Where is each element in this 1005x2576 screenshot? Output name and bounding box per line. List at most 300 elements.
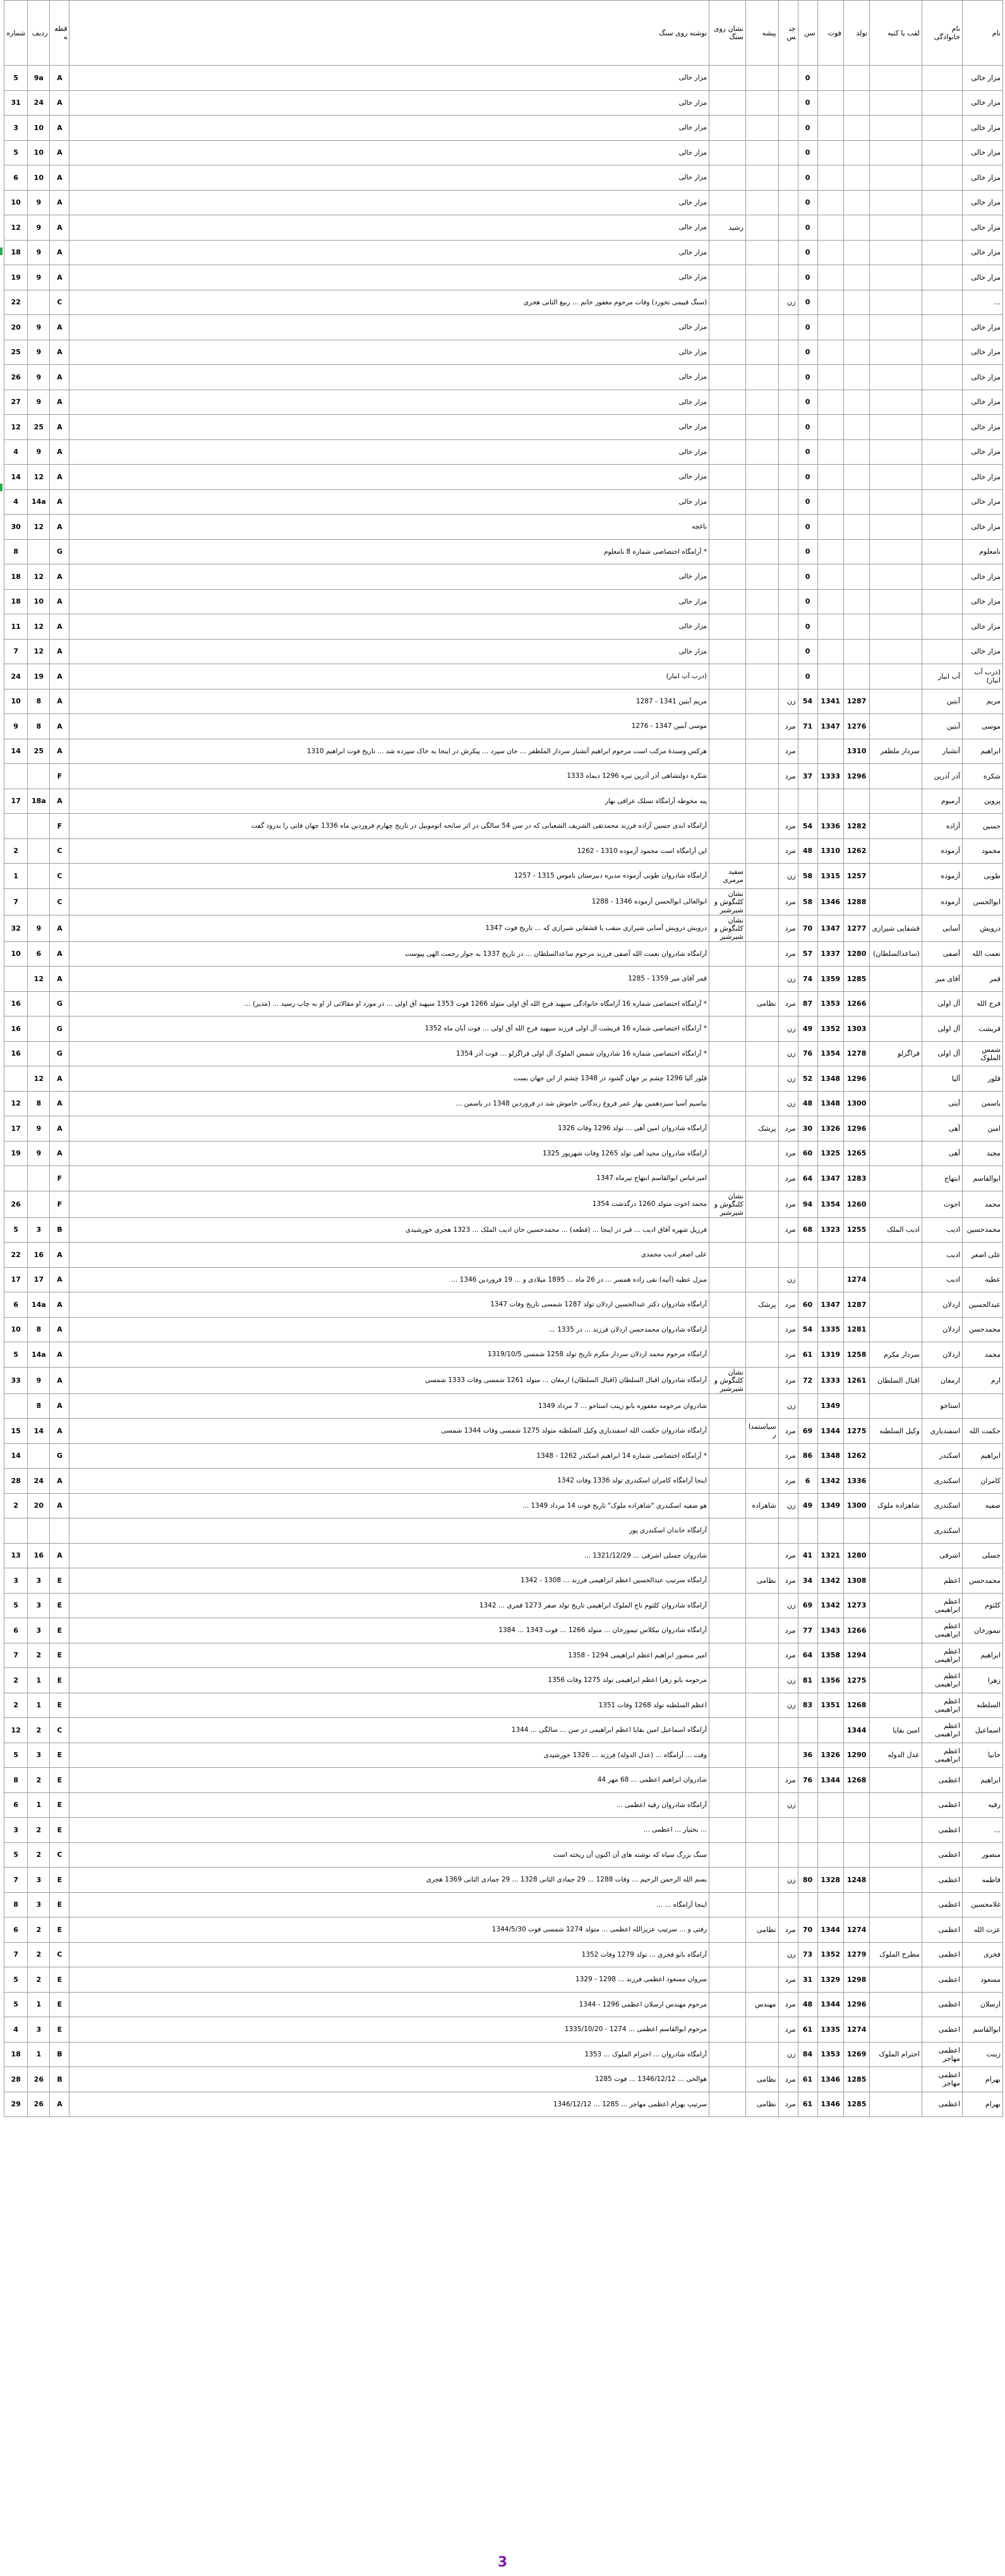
profession-cell xyxy=(745,90,778,116)
birth-year-cell: 1308 xyxy=(843,1568,869,1594)
title-cell xyxy=(870,2017,922,2042)
first-name-cell: مزار خالی xyxy=(962,340,1002,365)
grave-number-cell: 4 xyxy=(4,2017,28,2042)
age-cell: 84 xyxy=(798,2042,817,2067)
section-cell: A xyxy=(50,1543,69,1568)
birth-year-cell: 1279 xyxy=(843,1942,869,1967)
last-name-cell xyxy=(922,165,962,191)
section-cell: A xyxy=(50,941,69,967)
table-row xyxy=(4,2092,1003,2117)
birth-year-cell: 1280 xyxy=(843,941,869,967)
table-row xyxy=(4,1992,1003,2017)
birth-year-cell xyxy=(843,1243,869,1268)
table-row xyxy=(4,1091,1003,1116)
grave-number-cell: 6 xyxy=(4,1917,28,1943)
last-name-cell: اعظمی xyxy=(922,1818,962,1843)
last-name-cell xyxy=(922,639,962,664)
stone-sign-cell xyxy=(709,439,746,465)
gender-cell xyxy=(778,1243,798,1268)
stone-sign-cell xyxy=(709,1743,746,1768)
gender-cell xyxy=(778,390,798,415)
first-name-cell: حکمت الله xyxy=(962,1419,1002,1444)
birth-year-cell: 1257 xyxy=(843,864,869,889)
title-cell xyxy=(870,365,922,390)
profession-cell xyxy=(745,315,778,340)
gender-cell: مرد xyxy=(778,2092,798,2117)
profession-cell xyxy=(745,838,778,864)
birth-year-cell xyxy=(843,664,869,689)
inscription-cell: مزار خالی xyxy=(69,90,709,116)
profession-cell: نظامی xyxy=(745,991,778,1017)
gender-cell: مرد xyxy=(778,838,798,864)
inscription-cell: مزار خالی xyxy=(69,340,709,365)
first-name-cell: عبدالحسین xyxy=(962,1292,1002,1318)
first-name-cell: ارم xyxy=(962,1367,1002,1393)
section-cell: B xyxy=(50,2067,69,2092)
grave-number-cell: 2 xyxy=(4,1693,28,1718)
birth-year-cell xyxy=(843,140,869,165)
title-cell: سردار مکرم xyxy=(870,1342,922,1368)
title-cell xyxy=(870,991,922,1017)
death-year-cell: 1353 xyxy=(817,991,843,1017)
birth-year-cell xyxy=(843,564,869,590)
stone-sign-cell xyxy=(709,1543,746,1568)
death-year-cell: 1319 xyxy=(817,1342,843,1368)
profession-cell xyxy=(745,415,778,440)
inscription-cell: علی اصغر ادیب محمدی xyxy=(69,1243,709,1268)
title-cell xyxy=(870,1443,922,1469)
death-year-cell xyxy=(817,140,843,165)
grave-number-cell: 18 xyxy=(4,564,28,590)
profession-cell xyxy=(745,215,778,241)
header-stone-sign: نشان روی سنگ xyxy=(709,1,746,66)
death-year-cell: 1349 xyxy=(817,1493,843,1518)
birth-year-cell: 1269 xyxy=(843,2042,869,2067)
death-year-cell xyxy=(817,589,843,614)
row-number-cell: 2 xyxy=(28,1967,50,1993)
first-name-cell: منصور xyxy=(962,1842,1002,1868)
title-cell xyxy=(870,1892,922,1917)
stone-sign-cell xyxy=(709,340,746,365)
last-name-cell: اعظم xyxy=(922,1568,962,1594)
inscription-cell: مرحومه بانو زهرا اعظم ابراهیمی تولد 1275 وفات 1356 xyxy=(69,1668,709,1693)
title-cell xyxy=(870,215,922,241)
section-cell: A xyxy=(50,140,69,165)
row-number-cell: 10 xyxy=(28,116,50,141)
profession-cell xyxy=(745,1967,778,1993)
gender-cell: مرد xyxy=(778,1469,798,1494)
inscription-cell: امیرعباس ابوالقاسم ابتهاج تیرماه 1347 xyxy=(69,1166,709,1191)
profession-cell xyxy=(745,1768,778,1793)
gender-cell: مرد xyxy=(778,1643,798,1668)
row-number-cell: 12 xyxy=(28,564,50,590)
grave-number-cell: 5 xyxy=(4,1967,28,1993)
table-row xyxy=(4,864,1003,889)
gender-cell xyxy=(778,90,798,116)
last-name-cell: آل اولی xyxy=(922,991,962,1017)
gender-cell: زن xyxy=(778,1868,798,1893)
grave-number-cell: 12 xyxy=(4,415,28,440)
death-year-cell: 1358 xyxy=(817,1643,843,1668)
first-name-cell: جسلی xyxy=(962,1543,1002,1568)
profession-cell xyxy=(745,1443,778,1469)
last-name-cell: اعظمی xyxy=(922,1768,962,1793)
stone-sign-cell xyxy=(709,1668,746,1693)
table-row xyxy=(4,1342,1003,1368)
inscription-cell: اینجا آرامگاه کامران اسکندری تولد 1336 وفات 1342 xyxy=(69,1469,709,1494)
birth-year-cell: 1268 xyxy=(843,1768,869,1793)
title-cell: وکیل السلطنه xyxy=(870,1419,922,1444)
grave-number-cell: 1 xyxy=(4,864,28,889)
inscription-cell: * آرامگاه اختصاصی شماره 8 نامعلوم xyxy=(69,539,709,564)
row-number-cell: 9 xyxy=(28,1141,50,1166)
section-cell: E xyxy=(50,1818,69,1843)
birth-year-cell: 1287 xyxy=(843,1292,869,1318)
stone-sign-cell xyxy=(709,66,746,91)
row-number-cell: 10 xyxy=(28,589,50,614)
row-number-cell: 9 xyxy=(28,390,50,415)
birth-year-cell: 1260 xyxy=(843,1191,869,1217)
profession-cell: سیاستمدار xyxy=(745,1419,778,1444)
stone-sign-cell xyxy=(709,116,746,141)
last-name-cell: اردلان xyxy=(922,1342,962,1368)
section-cell: A xyxy=(50,689,69,714)
highlight-mark xyxy=(0,484,3,491)
title-cell xyxy=(870,190,922,215)
grave-number-cell: 5 xyxy=(4,1743,28,1768)
stone-sign-cell xyxy=(709,2017,746,2042)
profession-cell xyxy=(745,1141,778,1166)
grave-number-cell: 5 xyxy=(4,1342,28,1368)
last-name-cell: ارمغان xyxy=(922,1367,962,1393)
section-cell: C xyxy=(50,864,69,889)
gender-cell: زن xyxy=(778,864,798,889)
section-cell: C xyxy=(50,1842,69,1868)
section-cell: A xyxy=(50,439,69,465)
stone-sign-cell xyxy=(709,1693,746,1718)
gender-cell: زن xyxy=(778,1017,798,1042)
first-name-cell: محمد xyxy=(962,1191,1002,1217)
birth-year-cell xyxy=(843,465,869,490)
last-name-cell xyxy=(922,240,962,265)
section-cell: E xyxy=(50,1868,69,1893)
section-cell: G xyxy=(50,991,69,1017)
birth-year-cell: 1285 xyxy=(843,2092,869,2117)
inscription-cell: آرامگاه شادروان نیکلاس تیمورخان ... متولد 1266 ... فوت 1343 ... 1384 xyxy=(69,1618,709,1643)
last-name-cell: اعظمی xyxy=(922,2017,962,2042)
profession-cell xyxy=(745,739,778,764)
age-cell: 30 xyxy=(798,1116,817,1142)
inscription-cell: مزار خالی xyxy=(69,439,709,465)
first-name-cell: ابراهیم xyxy=(962,1768,1002,1793)
age-cell: 0 xyxy=(798,340,817,365)
row-number-cell: 18a xyxy=(28,789,50,814)
row-number-cell: 10 xyxy=(28,140,50,165)
last-name-cell: احوت xyxy=(922,1191,962,1217)
stone-sign-cell xyxy=(709,539,746,564)
header-row xyxy=(4,1,1003,66)
birth-year-cell xyxy=(843,789,869,814)
stone-sign-cell xyxy=(709,515,746,540)
table-row xyxy=(4,967,1003,992)
inscription-cell: مزار خالی xyxy=(69,140,709,165)
last-name-cell: اشرفی xyxy=(922,1543,962,1568)
table-row xyxy=(4,1768,1003,1793)
inscription-cell: آرامگاه شادروان دکتر عبدالحسین اردلان تولد 1287 شمسی تاریخ وفات 1347 xyxy=(69,1292,709,1318)
section-cell: E xyxy=(50,1917,69,1943)
death-year-cell: 1352 xyxy=(817,1017,843,1042)
inscription-cell: محمد اخوت متولد 1260 درگذشت 1354 xyxy=(69,1191,709,1217)
gender-cell: مرد xyxy=(778,991,798,1017)
death-year-cell xyxy=(817,290,843,315)
birth-year-cell: 1274 xyxy=(843,1917,869,1943)
table-row xyxy=(4,365,1003,390)
age-cell: 73 xyxy=(798,1942,817,1967)
death-year-cell: 1336 xyxy=(817,814,843,839)
table-row xyxy=(4,714,1003,739)
profession-cell xyxy=(745,915,778,941)
gender-cell: زن xyxy=(778,1668,798,1693)
death-year-cell xyxy=(817,1518,843,1544)
table-row xyxy=(4,2067,1003,2092)
gender-cell: زن xyxy=(778,1066,798,1092)
gender-cell xyxy=(778,1743,798,1768)
profession-cell xyxy=(745,390,778,415)
stone-sign-cell xyxy=(709,140,746,165)
profession-cell xyxy=(745,1593,778,1618)
row-number-cell: 2 xyxy=(28,1768,50,1793)
gender-cell xyxy=(778,614,798,640)
row-number-cell: 3 xyxy=(28,1892,50,1917)
title-cell xyxy=(870,1618,922,1643)
table-row xyxy=(4,838,1003,864)
section-cell: A xyxy=(50,515,69,540)
birth-year-cell: 1265 xyxy=(843,1141,869,1166)
table-row xyxy=(4,140,1003,165)
section-cell: G xyxy=(50,539,69,564)
title-cell xyxy=(870,764,922,789)
first-name-cell: شمس الملوک xyxy=(962,1041,1002,1066)
stone-sign-cell xyxy=(709,1818,746,1843)
age-cell: 0 xyxy=(798,315,817,340)
profession-cell xyxy=(745,614,778,640)
grave-number-cell: 22 xyxy=(4,1243,28,1268)
header-first-name: نام xyxy=(962,1,1002,66)
table-row xyxy=(4,90,1003,116)
grave-number-cell: 26 xyxy=(4,1191,28,1217)
death-year-cell: 1344 xyxy=(817,1917,843,1943)
age-cell xyxy=(798,1842,817,1868)
section-cell: A xyxy=(50,915,69,941)
gender-cell: مرد xyxy=(778,1191,798,1217)
inscription-cell: آرامگاه شادروان طوبی آزموده مدیره دبیرستان ناموس 1315 - 1257 xyxy=(69,864,709,889)
stone-sign-cell xyxy=(709,240,746,265)
stone-sign-cell xyxy=(709,465,746,490)
death-year-cell: 1349 xyxy=(817,1393,843,1419)
grave-number-cell: 14 xyxy=(4,1443,28,1469)
age-cell: 41 xyxy=(798,1543,817,1568)
inscription-cell: مزار خالی xyxy=(69,66,709,91)
title-cell xyxy=(870,589,922,614)
inscription-cell: ابوالعالی ابوالحسن آزموده 1346 - 1288 xyxy=(69,888,709,915)
section-cell: A xyxy=(50,1367,69,1393)
stone-sign-cell xyxy=(709,1868,746,1893)
last-name-cell: آیتی xyxy=(922,1091,962,1116)
age-cell: 0 xyxy=(798,539,817,564)
last-name-cell: اعظم ابراهیمی xyxy=(922,1718,962,1743)
death-year-cell: 1335 xyxy=(817,1317,843,1342)
profession-cell xyxy=(745,1393,778,1419)
grave-number-cell: 28 xyxy=(4,2067,28,2092)
table-body xyxy=(4,66,1003,2117)
age-cell: 76 xyxy=(798,1768,817,1793)
table-row xyxy=(4,465,1003,490)
grave-number-cell: 16 xyxy=(4,1041,28,1066)
page-number: 3 xyxy=(497,2555,508,2570)
profession-cell xyxy=(745,1267,778,1292)
table-row xyxy=(4,915,1003,941)
age-cell: 0 xyxy=(798,515,817,540)
table-row xyxy=(4,215,1003,241)
table-row xyxy=(4,941,1003,967)
last-name-cell xyxy=(922,489,962,515)
profession-cell: نظامی xyxy=(745,2067,778,2092)
grave-number-cell: 3 xyxy=(4,1818,28,1843)
age-cell: 58 xyxy=(798,864,817,889)
grave-number-cell: 7 xyxy=(4,1868,28,1893)
first-name-cell: مزار خالی xyxy=(962,165,1002,191)
header-death: فوت xyxy=(817,1,843,66)
last-name-cell xyxy=(922,140,962,165)
table-row xyxy=(4,390,1003,415)
grave-number-cell: 17 xyxy=(4,1116,28,1142)
title-cell xyxy=(870,1116,922,1142)
death-year-cell xyxy=(817,465,843,490)
birth-year-cell xyxy=(843,365,869,390)
inscription-cell: قمر آقای میر 1359 - 1285 xyxy=(69,967,709,992)
grave-number-cell xyxy=(4,764,28,789)
birth-year-cell xyxy=(843,265,869,290)
birth-year-cell: 1290 xyxy=(843,1743,869,1768)
title-cell xyxy=(870,165,922,191)
grave-number-cell: 8 xyxy=(4,1768,28,1793)
birth-year-cell: 1296 xyxy=(843,1066,869,1092)
profession-cell xyxy=(745,1618,778,1643)
gender-cell xyxy=(778,539,798,564)
birth-year-cell: 1281 xyxy=(843,1317,869,1342)
stone-sign-cell xyxy=(709,2067,746,2092)
section-cell: A xyxy=(50,190,69,215)
profession-cell xyxy=(745,814,778,839)
death-year-cell xyxy=(817,664,843,689)
last-name-cell: اردلان xyxy=(922,1317,962,1342)
age-cell: 71 xyxy=(798,714,817,739)
section-cell: G xyxy=(50,1041,69,1066)
grave-number-cell: 10 xyxy=(4,190,28,215)
gender-cell: مرد xyxy=(778,1917,798,1943)
title-cell xyxy=(870,340,922,365)
row-number-cell: 9 xyxy=(28,240,50,265)
title-cell xyxy=(870,515,922,540)
profession-cell xyxy=(745,1718,778,1743)
age-cell: 86 xyxy=(798,1443,817,1469)
last-name-cell xyxy=(922,66,962,91)
last-name-cell xyxy=(922,340,962,365)
stone-sign-cell xyxy=(709,764,746,789)
stone-sign-cell xyxy=(709,1317,746,1342)
inscription-cell: آرامگاه مرحوم محمد اردلان سردار مکرم تاریخ تولد 1258 شمسی 1319/10/5 xyxy=(69,1342,709,1368)
inscription-cell: سروان مسعود اعظمی فرزند ... 1298 - 1329 xyxy=(69,1967,709,1993)
section-cell: C xyxy=(50,290,69,315)
section-cell: A xyxy=(50,789,69,814)
table-row xyxy=(4,1842,1003,1868)
death-year-cell: 1321 xyxy=(817,1543,843,1568)
grave-number-cell: 8 xyxy=(4,539,28,564)
inscription-cell: سنگ بزرگ سیاه که نوشته های آن اکنون آن ریخته است xyxy=(69,1842,709,1868)
section-cell: E xyxy=(50,2017,69,2042)
section-cell: A xyxy=(50,365,69,390)
grave-number-cell: 5 xyxy=(4,1992,28,2017)
gender-cell: زن xyxy=(778,1267,798,1292)
table-row xyxy=(4,1868,1003,1893)
gender-cell: مرد xyxy=(778,1543,798,1568)
inscription-cell: موسی آبتین 1347 - 1276 xyxy=(69,714,709,739)
age-cell: 64 xyxy=(798,1166,817,1191)
title-cell xyxy=(870,689,922,714)
death-year-cell: 1341 xyxy=(817,689,843,714)
last-name-cell xyxy=(922,265,962,290)
death-year-cell: 1344 xyxy=(817,1992,843,2017)
title-cell xyxy=(870,415,922,440)
inscription-cell: اینجا آرامگاه ... ... xyxy=(69,1892,709,1917)
first-name-cell: ابوالقاسم xyxy=(962,1166,1002,1191)
profession-cell xyxy=(745,1743,778,1768)
section-cell: E xyxy=(50,1768,69,1793)
inscription-cell: بیاسیم آسیا سیزدهمین بهار عمر فروغ زندگانی خاموش شد در فروردین 1348 در یاسمن ... xyxy=(69,1091,709,1116)
last-name-cell: استاجو xyxy=(922,1393,962,1419)
birth-year-cell: 1336 xyxy=(843,1469,869,1494)
last-name-cell: آصفی xyxy=(922,941,962,967)
death-year-cell xyxy=(817,1892,843,1917)
first-name-cell: یاسمن xyxy=(962,1091,1002,1116)
title-cell xyxy=(870,1166,922,1191)
inscription-cell: آرامگاه شادروان محمدحسن اردلان فرزند ... در 1335 ... xyxy=(69,1317,709,1342)
last-name-cell: اعظمی xyxy=(922,1917,962,1943)
inscription-cell: مزار خالی xyxy=(69,589,709,614)
title-cell xyxy=(870,390,922,415)
table-row xyxy=(4,614,1003,640)
death-year-cell xyxy=(817,1243,843,1268)
first-name-cell: نامعلوم xyxy=(962,539,1002,564)
table-row xyxy=(4,564,1003,590)
first-name-cell: مزار خالی xyxy=(962,415,1002,440)
header-inscription: نوشته روی سنگ xyxy=(69,1,709,66)
age-cell: 60 xyxy=(798,1292,817,1318)
gender-cell: مرد xyxy=(778,1166,798,1191)
profession-cell xyxy=(745,1091,778,1116)
age-cell: 52 xyxy=(798,1066,817,1092)
age-cell: 36 xyxy=(798,1743,817,1768)
age-cell: 0 xyxy=(798,589,817,614)
last-name-cell: اسکندر xyxy=(922,1443,962,1469)
table-row xyxy=(4,1967,1003,1993)
stone-sign-cell xyxy=(709,1393,746,1419)
first-name-cell: مزار خالی xyxy=(962,614,1002,640)
last-name-cell: آزموده xyxy=(922,864,962,889)
first-name-cell: فرج الله xyxy=(962,991,1002,1017)
birth-year-cell: 1275 xyxy=(843,1419,869,1444)
profession-cell xyxy=(745,888,778,915)
